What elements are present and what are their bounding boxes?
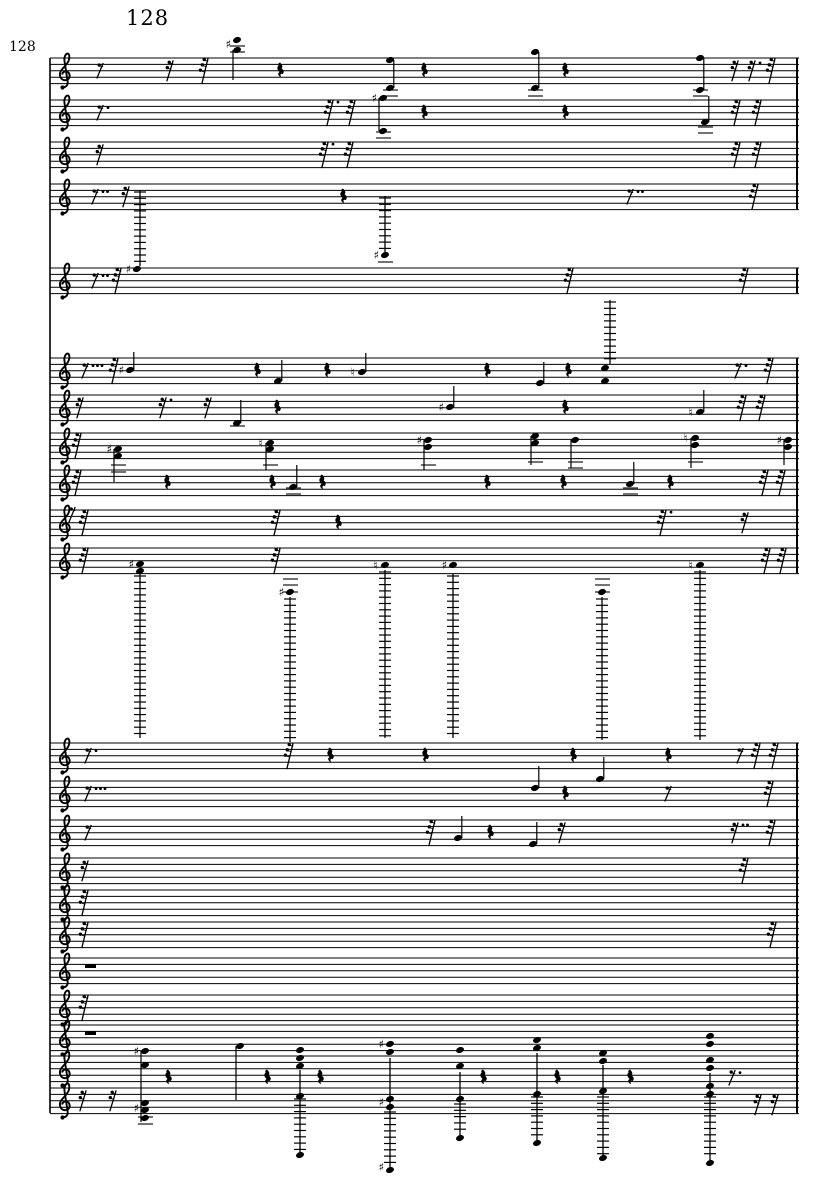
- rest-dot: [332, 143, 335, 146]
- notehead: [690, 441, 700, 449]
- rest-dot: [170, 399, 173, 402]
- rest-dot: [106, 190, 109, 193]
- notehead: [140, 1114, 150, 1122]
- accidental-sharp-icon: ♯: [378, 1036, 385, 1051]
- notehead: [380, 561, 390, 569]
- rest-whole: [85, 1031, 96, 1035]
- rest-dot: [102, 274, 105, 277]
- notehead: [423, 443, 433, 451]
- measure-number-left: 128: [9, 39, 36, 55]
- clef-dot: [60, 985, 64, 989]
- notehead: [455, 1134, 465, 1142]
- notehead: [695, 561, 705, 569]
- notehead: [423, 436, 433, 444]
- notehead: [705, 1064, 715, 1072]
- clef-dot: [60, 85, 64, 89]
- clef-dot: [60, 169, 64, 173]
- rest-dot: [96, 364, 99, 367]
- accidental-sharp-icon: ♯: [776, 432, 783, 447]
- clef-dot: [60, 460, 64, 464]
- rest-dot: [99, 787, 102, 790]
- notehead: [570, 436, 580, 444]
- measure-number-top: 128: [126, 6, 170, 30]
- notehead: [295, 1151, 305, 1159]
- notehead: [232, 46, 242, 54]
- rest-dot: [746, 824, 749, 827]
- rest-dot: [742, 824, 745, 827]
- rest-dot: [102, 190, 105, 193]
- rest-dot: [641, 190, 644, 193]
- accidental-sharp-icon: ♯: [371, 90, 378, 105]
- notehead: [385, 1048, 395, 1056]
- clef-dot: [60, 127, 64, 131]
- rest-dot: [670, 511, 673, 514]
- notehead: [455, 1046, 465, 1054]
- notehead: [235, 1042, 245, 1050]
- accidental-natural-icon: ♮: [350, 364, 355, 379]
- rest-dot: [739, 1071, 742, 1074]
- clef-dot: [60, 295, 64, 299]
- accidental-natural-icon: ♮: [688, 404, 693, 419]
- notehead: [378, 127, 388, 135]
- accidental-natural-icon: ♮: [373, 557, 378, 572]
- accidental-sharp-icon: ♯: [438, 399, 445, 414]
- clef-dot: [60, 537, 64, 541]
- accidental-sharp-icon: ♯: [133, 1100, 140, 1115]
- clef-dot: [60, 770, 64, 774]
- accidental-sharp-icon: ♯: [378, 1159, 385, 1174]
- notehead: [448, 561, 458, 569]
- rest-dot: [101, 364, 104, 367]
- accidental-natural-icon: ♮: [683, 430, 688, 445]
- notehead: [285, 588, 295, 596]
- clef-dot: [60, 575, 64, 579]
- notehead: [380, 251, 390, 259]
- accidental-sharp-icon: ♯: [416, 432, 423, 447]
- notehead: [783, 436, 793, 444]
- rest-dot: [637, 190, 640, 193]
- accidental-natural-icon: ♮: [258, 435, 263, 450]
- rest-dot: [95, 749, 98, 752]
- accidental-sharp-icon: ♯: [278, 584, 285, 599]
- notehead: [295, 1054, 305, 1062]
- accidental-natural-icon: ♮: [688, 557, 693, 572]
- notehead: [378, 94, 388, 102]
- notehead: [385, 1166, 395, 1174]
- notehead: [783, 443, 793, 451]
- clef-dot: [60, 385, 64, 389]
- accidental-sharp-icon: ♯: [373, 247, 380, 262]
- accidental-sharp-icon: ♯: [133, 1043, 140, 1058]
- rest-dot: [106, 274, 109, 277]
- notehead: [705, 1159, 715, 1167]
- rest-dot: [337, 101, 340, 104]
- accidental-sharp-icon: ♯: [225, 36, 232, 51]
- accidental-sharp-icon: ♯: [118, 362, 125, 377]
- notehead: [295, 1046, 305, 1054]
- accidental-sharp-icon: ♯: [378, 1094, 385, 1109]
- notehead: [232, 36, 242, 44]
- notehead: [705, 1040, 715, 1048]
- clef-dot: [60, 1115, 64, 1119]
- accidental-sharp-icon: ♯: [441, 557, 448, 572]
- rest-dot: [92, 364, 95, 367]
- notehead: [532, 1139, 542, 1147]
- accidental-sharp-icon: ♯: [106, 441, 113, 456]
- rest-whole: [85, 964, 96, 968]
- clef-dot: [60, 949, 64, 953]
- notehead: [598, 1154, 608, 1162]
- notehead: [140, 1047, 150, 1055]
- rest-dot: [745, 364, 748, 367]
- notehead: [140, 1099, 150, 1107]
- notehead: [385, 1040, 395, 1048]
- notehead: [598, 1057, 608, 1065]
- clef-dot: [60, 422, 64, 426]
- notehead: [705, 1032, 715, 1040]
- rest-dot: [104, 787, 107, 790]
- notehead: [132, 265, 142, 273]
- accidental-sharp-icon: ♯: [128, 556, 135, 571]
- rest-dot: [95, 787, 98, 790]
- accidental-sharp-icon: ♯: [125, 261, 132, 276]
- notehead: [532, 1036, 542, 1044]
- clef-dot: [60, 847, 64, 851]
- clef-dot: [60, 808, 64, 812]
- rest-dot: [759, 62, 762, 65]
- notehead: [690, 434, 700, 442]
- rest-dot: [107, 106, 110, 109]
- notehead: [597, 588, 607, 596]
- clef-dot: [60, 211, 64, 215]
- clef-dot: [60, 497, 64, 501]
